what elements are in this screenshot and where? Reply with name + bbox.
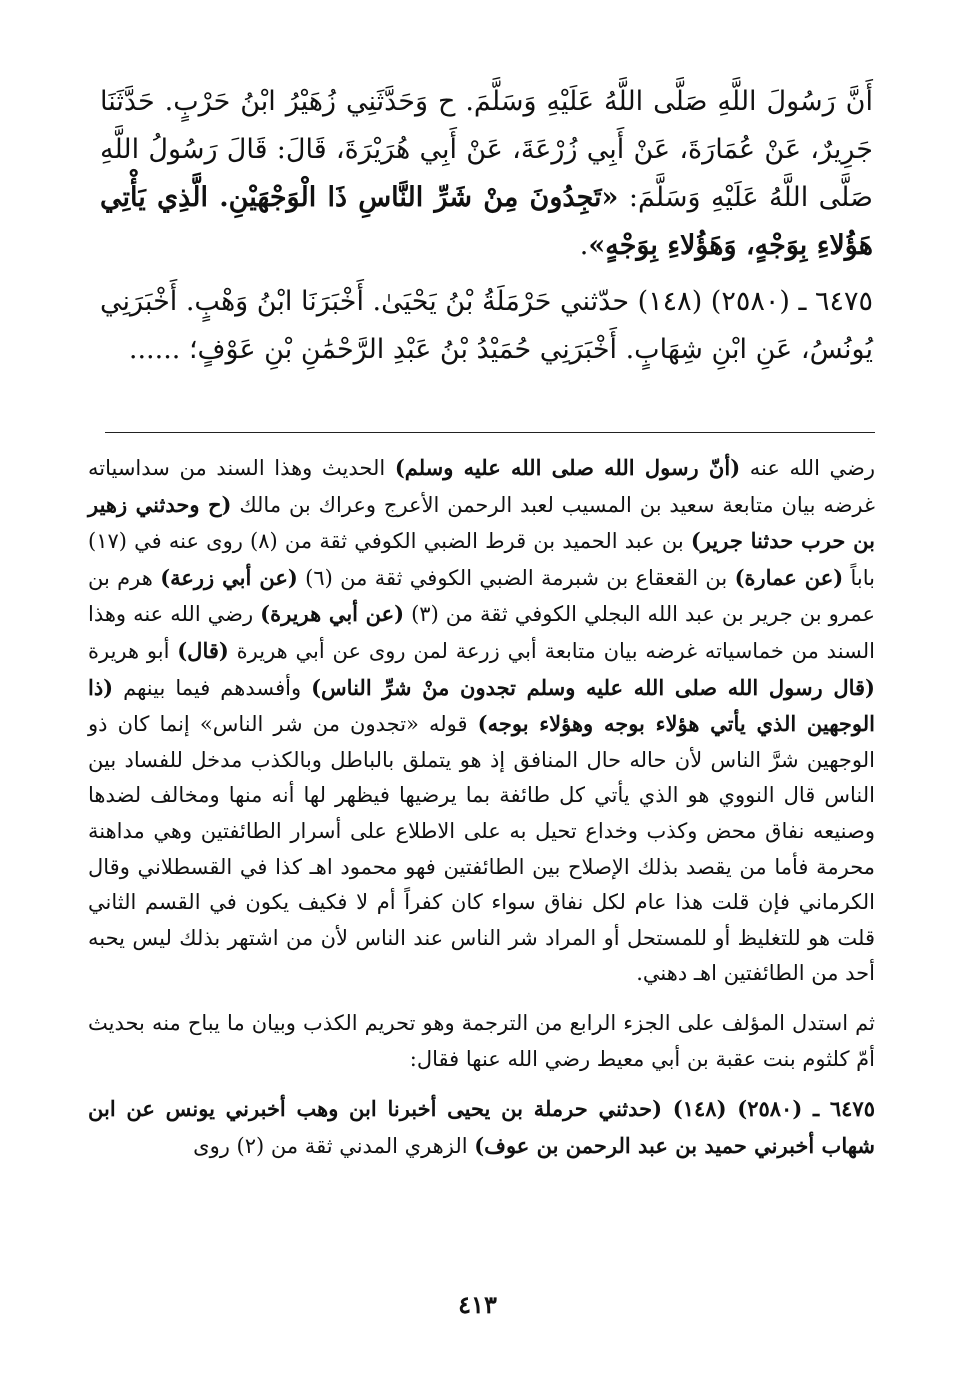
commentary-quote: (قال رسول الله صلى الله عليه وسلم تجدون منْ شرِّ الناس) xyxy=(311,674,875,700)
matn-quote: «تَجِدُونَ مِنْ شَرِّ النَّاسِ ذَا الْوَجْهَيْنِ. الَّذِي يَأْتِي هَؤُلاءِ بِوَجْهٍ، وَهَؤُلاءِ بِوَجْهٍ» xyxy=(100,182,873,261)
commentary-quote: (ذا الوجهين الذي يأتي هؤلاء بوجه وهؤلاء بوجه) xyxy=(88,674,875,737)
commentary-paragraph-3 xyxy=(88,1091,875,1164)
hadith-paragraph-2: ٦٤٧٥ ـ (٢٥٨٠) (١٤٨) حدّثني حَرْمَلَةُ بْنُ يَحْيَىٰ. أَخْبَرَنَا ابْنُ وَهْبٍ. أَخْبَرَنِي يُونُسُ، عَنِ ابْنِ شِهَابٍ. أَخْبَرَنِي حُمَيْدُ بْنُ عَبْدِ الرَّحْمَٰنِ بْنِ عَوْفٍ؛ ...... xyxy=(100,286,874,365)
commentary-quote: (أنّ رسول الله صلى الله عليه وسلم) xyxy=(394,455,741,480)
commentary-paragraph-2: ثم استدل المؤلف على الجزء الرابع من الترجمة وهو تحريم الكذب وبيان ما يباح منه بحديث أمّ كلثوم بنت عقبة بن أبي معيط رضي الله عنها فقال: xyxy=(88,1010,875,1071)
commentary-text: رضي الله عنه xyxy=(740,456,875,480)
commentary-text: رضي الله عنه وهذا السند من خماسياته غرضه بيان متابعة أبي زرعة لمن روى عن أبي هريرة xyxy=(88,602,876,663)
commentary-quote: (عن أبي زرعة) xyxy=(160,564,298,590)
commentary-text: أبو هريرة xyxy=(88,638,178,663)
commentary xyxy=(88,450,875,1164)
commentary-quote: (عن أبي هريرة) xyxy=(260,601,405,627)
footnote-divider xyxy=(105,432,875,433)
commentary-quote: (قال) xyxy=(177,637,229,663)
period: . xyxy=(579,230,589,261)
commentary-text: بن القعقاع بن شبرمة الضبي الكوفي ثقة من (٦) xyxy=(297,565,735,590)
commentary-text: هرم بن عمرو بن جرير بن عبد الله البجلي الكوفي ثقة من (٣) xyxy=(88,565,875,627)
page-number: ٤١٣ xyxy=(458,1290,497,1319)
commentary-text: وأفسدهم فيما بينهم xyxy=(113,675,312,700)
commentary-text: الحديث وهذا السند من سداسياته غرضه بيان متابعة سعيد بن المسيب لعبد الرحمن الأعرج وعراك بن مالك xyxy=(88,456,875,517)
commentary-quote: (ح وحدثني زهير بن حرب حدثنا جرير) xyxy=(88,491,875,554)
commentary-quote: (عن عمارة) xyxy=(734,564,844,590)
isnad-text: أَنَّ رَسُولَ اللَّهِ صَلَّى اللَّهُ عَلَيْهِ وَسَلَّمَ. ح وَحَدَّثَنِي زُهَيْرُ ابْنُ حَرْبٍ. حَدَّثَنَا جَرِيرٌ، عَنْ عُمَارَةَ، عَنْ أَبِي زُرْعَةَ، عَنْ أَبِي هُرَيْرَةَ، قَالَ: قَالَ رَسُولُ اللَّهِ صَلَّى اللَّهُ عَلَيْهِ وَسَلَّمَ: xyxy=(100,86,873,213)
commentary-text: قوله «تجدون من شر الناس» إنما كان ذو الوجهين شرَّ الناس لأن حاله حال المنافق إذ هو يتملق بالباطل وبالكذب مدخل للفساد بين الناس قال النووي هو الذي يأتي كل طائفة بما يرضيها فيظهر لها أنه منها ومخالف لضدها وصنيعه نفاق محض وكذب وخداع تحيل به على الاطلاع على أسرار الطائفتين وهي مداهنة محرمة فأما من يقصد بذلك الإصلاح بين الطائفتين فهو محمود اهـ كذا في القسطلاني وقال الكرماني فإن قلت هذا عام لكل نفاق سواء كان كفراً أم لا فكيف يكون في القسم الثاني قلت هو للتغليظ أو للمستحل أو المراد شر الناس عند الناس لأن من اشتهر بذلك ليس يحبه أحد من الطائفتين اهـ دهني. xyxy=(88,712,875,986)
commentary-text: الزهري المدني ثقة من (٢) روى xyxy=(193,1133,475,1158)
commentary-paragraph-1 xyxy=(88,450,875,992)
hadith-text xyxy=(100,78,873,374)
commentary-text: بن عبد الحميد بن قرط الضبي الكوفي ثقة من (٨) روى عنه في (١٧) باباً xyxy=(88,529,875,590)
hadith-number: ٦٤٧٥ ـ (٢٥٨٠) (١٤٨) xyxy=(662,1096,875,1122)
hadith-paragraph-1 xyxy=(100,78,873,270)
commentary-quote: (حدثني حرملة بن يحيى أخبرنا ابن وهب أخبرني يونس عن ابن شهاب أخبرني حميد بن عبد الرحمن بن عوف) xyxy=(88,1096,875,1158)
